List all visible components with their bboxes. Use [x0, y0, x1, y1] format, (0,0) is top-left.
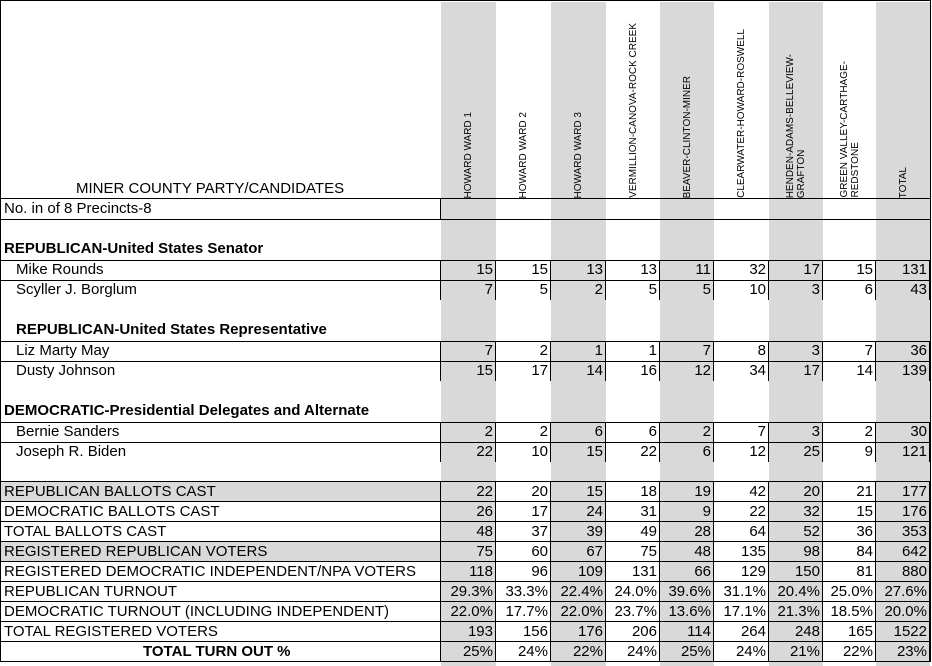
summary-value: 15	[856, 503, 873, 520]
summary-value: 17.1%	[723, 603, 766, 620]
summary-value: 150	[794, 563, 820, 580]
column-header	[660, 0, 714, 198]
summary-value: 31.1%	[723, 583, 766, 600]
grid-line	[0, 561, 931, 562]
grid-line	[0, 341, 931, 342]
summary-value: 248	[794, 623, 820, 640]
candidate-value: 2	[484, 423, 493, 440]
summary-value: 21%	[789, 643, 820, 660]
summary-label: TOTAL BALLOTS CAST	[4, 523, 167, 540]
grid-line	[822, 481, 823, 662]
column-header	[496, 0, 551, 198]
grid-line	[713, 341, 714, 381]
column-header-label: HOWARD WARD 3	[573, 111, 584, 198]
candidate-value: 14	[856, 362, 873, 379]
candidate-value: 6	[702, 443, 711, 460]
summary-value: 64	[749, 523, 766, 540]
summary-value: 21	[856, 483, 873, 500]
candidate-value: 36	[910, 342, 927, 359]
candidate-value: 7	[484, 342, 493, 359]
summary-value: 1522	[893, 623, 927, 640]
summary-value: 24%	[735, 643, 766, 660]
candidate-value: 17	[803, 362, 820, 379]
grid-line	[550, 260, 551, 300]
grid-line	[0, 361, 931, 362]
candidate-value: 34	[749, 362, 766, 379]
grid-line	[659, 260, 660, 300]
candidate-value: 15	[476, 362, 493, 379]
candidate-value: 1	[594, 342, 603, 359]
candidate-value: 25	[803, 443, 820, 460]
candidate-value: 13	[586, 261, 603, 278]
candidate-name: Joseph R. Biden	[16, 443, 127, 460]
summary-value: 353	[901, 523, 927, 540]
candidate-value: 15	[586, 443, 603, 460]
candidate-value: 16	[640, 362, 657, 379]
candidate-value: 11	[695, 261, 711, 278]
summary-value: 114	[687, 623, 711, 640]
summary-value: 165	[847, 623, 873, 640]
candidate-value: 43	[910, 281, 927, 298]
summary-value: 19	[694, 483, 711, 500]
candidate-name: Scyller J. Borglum	[16, 281, 137, 298]
race-heading: REPUBLICAN-United States Representative	[16, 321, 327, 338]
grid-line	[605, 481, 606, 662]
candidate-value: 14	[586, 362, 603, 379]
grid-line	[713, 260, 714, 300]
grid-line	[875, 260, 876, 300]
summary-value: 27.6%	[884, 583, 927, 600]
candidate-value: 6	[594, 423, 603, 440]
summary-value: 20	[531, 483, 548, 500]
column-header	[441, 0, 496, 198]
summary-value: 26	[476, 503, 493, 520]
grid-line	[0, 641, 931, 642]
summary-value: 24%	[626, 643, 657, 660]
grid-line	[930, 0, 931, 662]
candidate-value: 9	[864, 443, 873, 460]
candidate-value: 6	[864, 281, 873, 298]
candidate-value: 22	[476, 443, 493, 460]
grid-line	[440, 422, 441, 462]
summary-value: 22	[476, 483, 493, 500]
grid-line	[0, 0, 1, 662]
summary-value: 9	[702, 503, 711, 520]
grid-line	[713, 422, 714, 462]
candidate-name: Liz Marty May	[16, 342, 110, 359]
candidate-value: 17	[803, 261, 820, 278]
summary-value: 32	[803, 503, 820, 520]
candidate-value: 139	[901, 362, 927, 379]
grid-line	[929, 260, 930, 300]
candidate-value: 5	[539, 281, 548, 298]
column-header-label: CLEARWATER-HOWARD-ROSWELL	[736, 29, 747, 198]
summary-value: 96	[531, 563, 548, 580]
grid-line	[0, 541, 931, 542]
candidate-value: 17	[531, 362, 548, 379]
candidate-value: 12	[694, 362, 711, 379]
grid-line	[659, 341, 660, 381]
grid-line	[0, 501, 931, 502]
candidate-value: 5	[648, 281, 657, 298]
candidate-value: 10	[531, 443, 548, 460]
summary-label: TOTAL TURN OUT %	[143, 643, 291, 660]
grid-line	[659, 422, 660, 462]
grid-line	[495, 481, 496, 662]
candidate-value: 7	[757, 423, 766, 440]
grid-line	[822, 341, 823, 381]
summary-value: 39.6%	[668, 583, 711, 600]
summary-value: 22%	[842, 643, 873, 660]
candidate-value: 7	[484, 281, 493, 298]
candidate-value: 121	[901, 443, 927, 460]
summary-value: 84	[856, 543, 873, 560]
candidate-value: 3	[811, 281, 820, 298]
race-heading: DEMOCRATIC-Presidential Delegates and Alternate	[4, 402, 370, 419]
summary-value: 22%	[572, 643, 603, 660]
summary-value: 67	[586, 543, 603, 560]
candidate-value: 15	[856, 261, 873, 278]
grid-line	[0, 581, 931, 582]
summary-value: 880	[901, 563, 927, 580]
summary-value: 75	[640, 543, 657, 560]
summary-value: 24	[586, 503, 603, 520]
candidate-value: 22	[640, 443, 657, 460]
summary-value: 33.3%	[505, 583, 548, 600]
grid-line	[875, 341, 876, 381]
summary-value: 66	[694, 563, 711, 580]
candidate-value: 6	[648, 423, 657, 440]
summary-value: 75	[476, 543, 493, 560]
grid-line	[0, 0, 931, 1]
summary-value: 177	[901, 483, 927, 500]
precincts-label: No. in of 8 Precincts-8	[4, 200, 152, 217]
column-header	[876, 0, 930, 198]
grid-line	[822, 260, 823, 300]
candidate-value: 15	[531, 261, 548, 278]
grid-line	[0, 198, 931, 199]
summary-value: 31	[640, 503, 657, 520]
summary-value: 20	[803, 483, 820, 500]
summary-value: 52	[803, 523, 820, 540]
summary-value: 60	[531, 543, 548, 560]
grid-line	[605, 260, 606, 300]
grid-line	[768, 481, 769, 662]
summary-value: 17.7%	[505, 603, 548, 620]
summary-value: 20.0%	[884, 603, 927, 620]
grid-line	[0, 481, 931, 482]
grid-line	[713, 481, 714, 662]
grid-line	[495, 260, 496, 300]
column-header-label: HOWARD WARD 1	[463, 111, 474, 198]
candidate-value: 32	[749, 261, 766, 278]
grid-line	[0, 280, 931, 281]
candidate-name: Mike Rounds	[16, 261, 104, 278]
grid-line	[822, 422, 823, 462]
candidate-name: Dusty Johnson	[16, 362, 116, 379]
summary-value: 22.0%	[450, 603, 493, 620]
summary-value: 37	[531, 523, 548, 540]
summary-label: REGISTERED DEMOCRATIC INDEPENDENT/NPA VOTERS	[4, 563, 416, 580]
summary-value: 18.5%	[830, 603, 873, 620]
grid-line	[768, 341, 769, 381]
summary-value: 48	[476, 523, 493, 540]
grid-line	[929, 422, 930, 462]
summary-value: 25%	[680, 643, 711, 660]
summary-value: 21.3%	[777, 603, 820, 620]
race-heading: REPUBLICAN-United States Senator	[4, 240, 264, 257]
summary-value: 176	[901, 503, 927, 520]
summary-label: REPUBLICAN TURNOUT	[4, 583, 178, 600]
summary-label: REPUBLICAN BALLOTS CAST	[4, 483, 216, 500]
summary-value: 24%	[517, 643, 548, 660]
candidate-value: 2	[702, 423, 711, 440]
grid-line	[440, 481, 441, 662]
summary-label: DEMOCRATIC BALLOTS CAST	[4, 503, 220, 520]
summary-value: 48	[694, 543, 711, 560]
sheet-title: MINER COUNTY PARTY/CANDIDATES	[76, 180, 345, 197]
summary-value: 131	[631, 563, 657, 580]
summary-label: TOTAL REGISTERED VOTERS	[4, 623, 218, 640]
summary-value: 42	[749, 483, 766, 500]
summary-value: 24.0%	[614, 583, 657, 600]
summary-value: 264	[740, 623, 766, 640]
summary-value: 36	[856, 523, 873, 540]
candidate-name: Bernie Sanders	[16, 423, 120, 440]
summary-value: 25%	[462, 643, 493, 660]
summary-label: DEMOCRATIC TURNOUT (INCLUDING INDEPENDENT)	[4, 603, 390, 620]
grid-line	[659, 481, 660, 662]
candidate-value: 8	[757, 342, 766, 359]
grid-line	[440, 341, 441, 381]
grid-line	[768, 422, 769, 462]
column-header-label: HOWARD WARD 2	[518, 111, 529, 198]
summary-value: 49	[640, 523, 657, 540]
grid-line	[0, 260, 931, 261]
candidate-value: 15	[476, 261, 493, 278]
summary-value: 156	[522, 623, 548, 640]
candidate-value: 10	[749, 281, 766, 298]
grid-line	[440, 198, 441, 220]
grid-line	[0, 661, 931, 662]
grid-line	[929, 341, 930, 381]
grid-line	[550, 422, 551, 462]
grid-line	[0, 442, 931, 443]
candidate-value: 131	[901, 261, 927, 278]
summary-value: 109	[577, 563, 603, 580]
summary-value: 81	[856, 563, 873, 580]
summary-value: 22.0%	[560, 603, 603, 620]
column-header-label: VERMILLION-CANOVA-ROCK CREEK	[627, 23, 639, 198]
candidate-value: 30	[910, 423, 927, 440]
candidate-value: 3	[811, 423, 820, 440]
column-header-label: TOTAL	[897, 166, 909, 198]
candidate-value: 7	[702, 342, 711, 359]
candidate-value: 5	[702, 281, 711, 298]
summary-value: 23.7%	[614, 603, 657, 620]
column-header-label: BEAVER-CLINTON-MINER	[681, 75, 693, 198]
column-header-label: HENDEN-ADAMS-BELLEVIEW- GRAFTON	[785, 53, 807, 198]
grid-line	[495, 341, 496, 381]
grid-line	[875, 481, 876, 662]
summary-value: 29.3%	[450, 583, 493, 600]
column-header	[823, 0, 876, 198]
grid-line	[495, 422, 496, 462]
grid-line	[605, 422, 606, 462]
summary-value: 206	[631, 623, 657, 640]
candidate-value: 7	[864, 342, 873, 359]
grid-line	[929, 481, 930, 662]
candidate-value: 13	[640, 261, 657, 278]
summary-value: 15	[586, 483, 603, 500]
grid-line	[550, 481, 551, 662]
summary-value: 176	[577, 623, 603, 640]
summary-value: 22.4%	[560, 583, 603, 600]
grid-line	[0, 521, 931, 522]
summary-value: 129	[740, 563, 766, 580]
summary-value: 118	[469, 563, 493, 580]
column-header-label: GREEN VALLEY-CARTHAGE- REDSTONE	[838, 61, 861, 198]
grid-line	[768, 260, 769, 300]
summary-value: 20.4%	[777, 583, 820, 600]
candidate-value: 2	[594, 281, 603, 298]
grid-line	[0, 601, 931, 602]
summary-value: 22	[749, 503, 766, 520]
candidate-value: 3	[811, 342, 820, 359]
summary-value: 23%	[896, 643, 927, 660]
candidate-value: 2	[864, 423, 873, 440]
column-header	[606, 0, 660, 198]
summary-value: 98	[803, 543, 820, 560]
candidate-value: 12	[749, 443, 766, 460]
summary-value: 17	[531, 503, 548, 520]
grid-line	[875, 422, 876, 462]
grid-line	[0, 422, 931, 423]
grid-line	[605, 341, 606, 381]
summary-value: 18	[640, 483, 657, 500]
grid-line	[440, 260, 441, 300]
summary-value: 39	[586, 523, 603, 540]
candidate-value: 1	[648, 342, 657, 359]
summary-value: 28	[694, 523, 711, 540]
grid-line	[0, 219, 931, 220]
summary-value: 135	[740, 543, 766, 560]
column-header	[769, 0, 823, 198]
summary-value: 193	[467, 623, 493, 640]
column-header	[551, 0, 606, 198]
summary-label: REGISTERED REPUBLICAN VOTERS	[4, 543, 268, 560]
candidate-value: 2	[539, 423, 548, 440]
grid-line	[550, 341, 551, 381]
candidate-value: 2	[539, 342, 548, 359]
grid-line	[0, 621, 931, 622]
summary-value: 13.6%	[668, 603, 711, 620]
column-header	[714, 0, 769, 198]
summary-value: 642	[901, 543, 927, 560]
summary-value: 25.0%	[830, 583, 873, 600]
